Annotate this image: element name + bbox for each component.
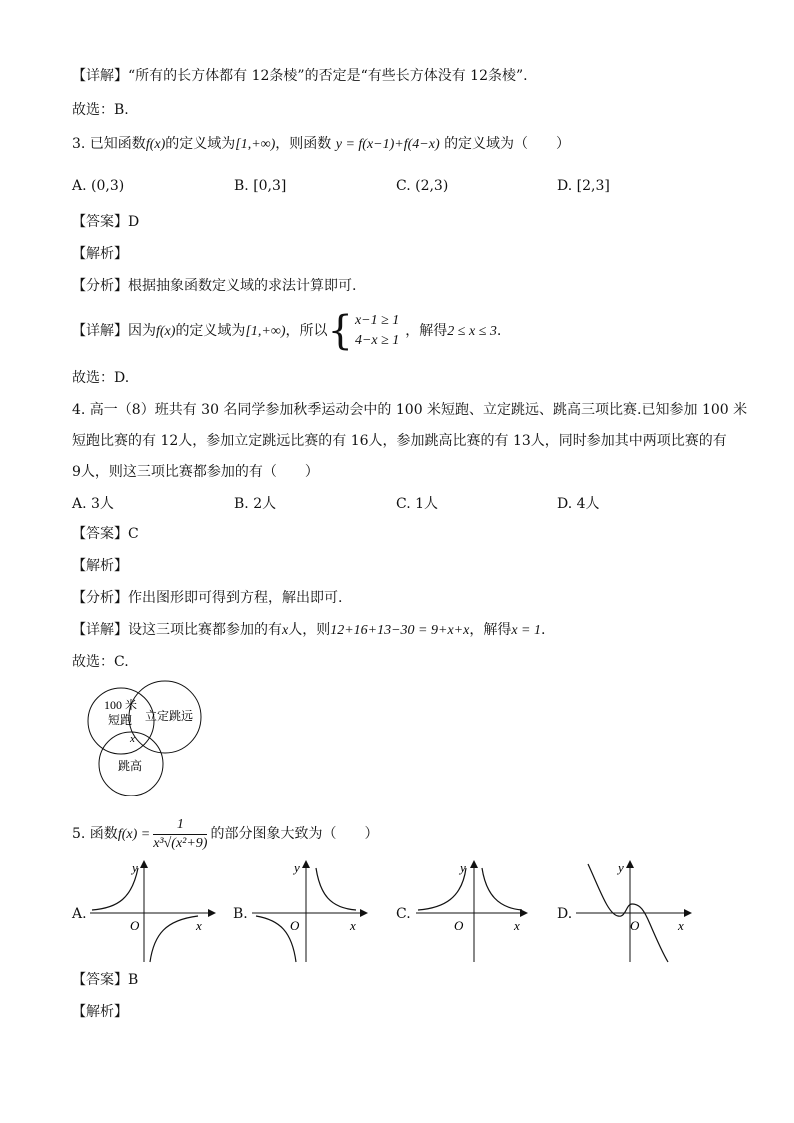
question-3: [72, 134, 570, 155]
inequality-row-1: x−1 ≥ 1: [354, 313, 400, 328]
q3-detail: [72, 308, 501, 355]
inequality-system: [355, 311, 399, 351]
q4-detail-end: .: [541, 622, 546, 638]
venn-label-sprint-1: 100 米: [104, 698, 138, 712]
q3-fenxi: 【分析】根据抽象函数定义域的求法计算即可.: [72, 278, 357, 294]
q4-detail-equation: 12+16+13−30 = 9+x+x: [330, 623, 470, 638]
q3-option-d: D. [2,3]: [557, 178, 610, 194]
q3-detail-mid3: ，解得: [405, 323, 448, 339]
q5-prefix: 5. 函数: [72, 826, 118, 842]
q4-line-3: 9人，则这三项比赛都参加的有（ ）: [72, 464, 319, 480]
q3-detail-fx: f(x): [156, 324, 176, 339]
q3-fx: f(x): [145, 137, 166, 152]
q3-detail-result: 2 ≤ x ≤ 3: [447, 324, 497, 339]
q3-answer: 【答案】D: [72, 214, 140, 230]
q3-detail-end: .: [496, 323, 502, 339]
detail-line-q2: [72, 66, 528, 86]
graph-c-y: y: [460, 860, 466, 875]
venn-label-sprint-2: 短跑: [108, 713, 133, 727]
graph-b-origin: O: [290, 918, 300, 933]
q5-denominator: x³√(x²+9): [153, 835, 208, 851]
q4-option-d: D. 4人: [557, 496, 600, 512]
q4-answer: 【答案】C: [72, 526, 139, 542]
q3-choose: 故选：D.: [72, 370, 130, 386]
graph-c: [414, 858, 542, 966]
q5-answer: 【答案】B: [72, 972, 139, 988]
q4-option-c: C. 1人: [396, 496, 439, 512]
q5-suffix: 的部分图象大致为（ ）: [210, 826, 379, 842]
q4-detail-x: x: [282, 623, 289, 638]
q5-jiexi: 【解析】: [72, 1004, 128, 1020]
choice-text: 故选：B.: [72, 102, 129, 118]
graph-a-origin: O: [130, 918, 140, 933]
graph-c-origin: O: [454, 918, 464, 933]
graph-a: [88, 858, 216, 966]
q5-numerator: 1: [153, 816, 207, 835]
venn-label-center: x: [130, 733, 135, 745]
q3-prefix: 3. 已知函数: [72, 136, 146, 152]
graph-a-label: A.: [72, 906, 87, 922]
q4-detail: [72, 620, 545, 641]
venn-label-high-jump: 跳高: [118, 759, 143, 773]
graph-d: [574, 858, 702, 966]
venn-diagram: [78, 676, 208, 796]
q4-detail-result: x = 1: [511, 623, 542, 638]
graph-c-label: C.: [396, 906, 411, 922]
q3-mid1: 的定义域为: [165, 136, 236, 152]
graph-b: [250, 858, 378, 966]
q4-detail-prefix: 【详解】设这三项比赛都参加的有: [72, 622, 282, 638]
q3-detail-mid2: ，所以: [285, 323, 328, 339]
graph-d-origin: O: [630, 918, 640, 933]
q3-suffix: 的定义域为（ ）: [444, 136, 571, 152]
graph-d-label: D.: [557, 906, 573, 922]
inequality-row-2: 4−x ≥ 1: [354, 333, 400, 348]
q3-expression: y = f(x−1)+f(4−x): [335, 137, 440, 152]
q3-detail-mid1: 的定义域为: [175, 323, 246, 339]
q3-option-a: A. (0,3): [72, 178, 125, 194]
q4-choose: 故选：C.: [72, 654, 129, 670]
q3-jiexi: 【解析】: [72, 246, 128, 262]
q4-detail-mid: 人，则: [288, 622, 331, 638]
graph-b-x: x: [350, 918, 356, 933]
q4-jiexi: 【解析】: [72, 558, 128, 574]
q3-detail-prefix: 【详解】因为: [72, 323, 156, 339]
q3-option-c: C. (2,3): [396, 178, 449, 194]
graph-b-y: y: [294, 860, 300, 875]
choice-line-q2: [72, 100, 129, 120]
q5-fx: f(x) =: [117, 827, 151, 842]
venn-label-long-jump: 立定跳远: [145, 709, 194, 723]
q3-option-b: B. [0,3]: [234, 178, 287, 194]
graph-a-y: y: [132, 860, 138, 875]
question-5: [72, 812, 378, 857]
q4-option-b: B. 2人: [234, 496, 277, 512]
q4-line-2: 短跑比赛的有 12人，参加立定跳远比赛的有 16人，参加跳高比赛的有 13人，同时参加其中两项比赛的有: [72, 433, 727, 449]
detail-text: 【详解】“所有的长方体都有 12条棱”的否定是“有些长方体没有 12条棱”.: [72, 68, 528, 84]
q4-option-a: A. 3人: [72, 496, 114, 512]
q3-detail-domain: [1,+∞): [245, 324, 286, 339]
q3-mid2: ，则函数: [275, 136, 332, 152]
q4-fenxi: 【分析】作出图形即可得到方程，解出即可.: [72, 590, 343, 606]
q4-detail-mid2: ，解得: [469, 622, 512, 638]
system-brace: {: [327, 308, 353, 354]
q3-domain: [1,+∞): [235, 137, 276, 152]
q5-fraction: [153, 816, 207, 853]
q4-line-1: 4. 高一（8）班共有 30 名同学参加秋季运动会中的 100 米短跑、立定跳远、跳高三项比赛.已知参加 100 米: [72, 402, 748, 418]
graph-b-label: B.: [233, 906, 248, 922]
graph-a-x: x: [196, 918, 202, 933]
graph-d-x: x: [678, 918, 684, 933]
graph-d-y: y: [618, 860, 624, 875]
graph-c-x: x: [514, 918, 520, 933]
